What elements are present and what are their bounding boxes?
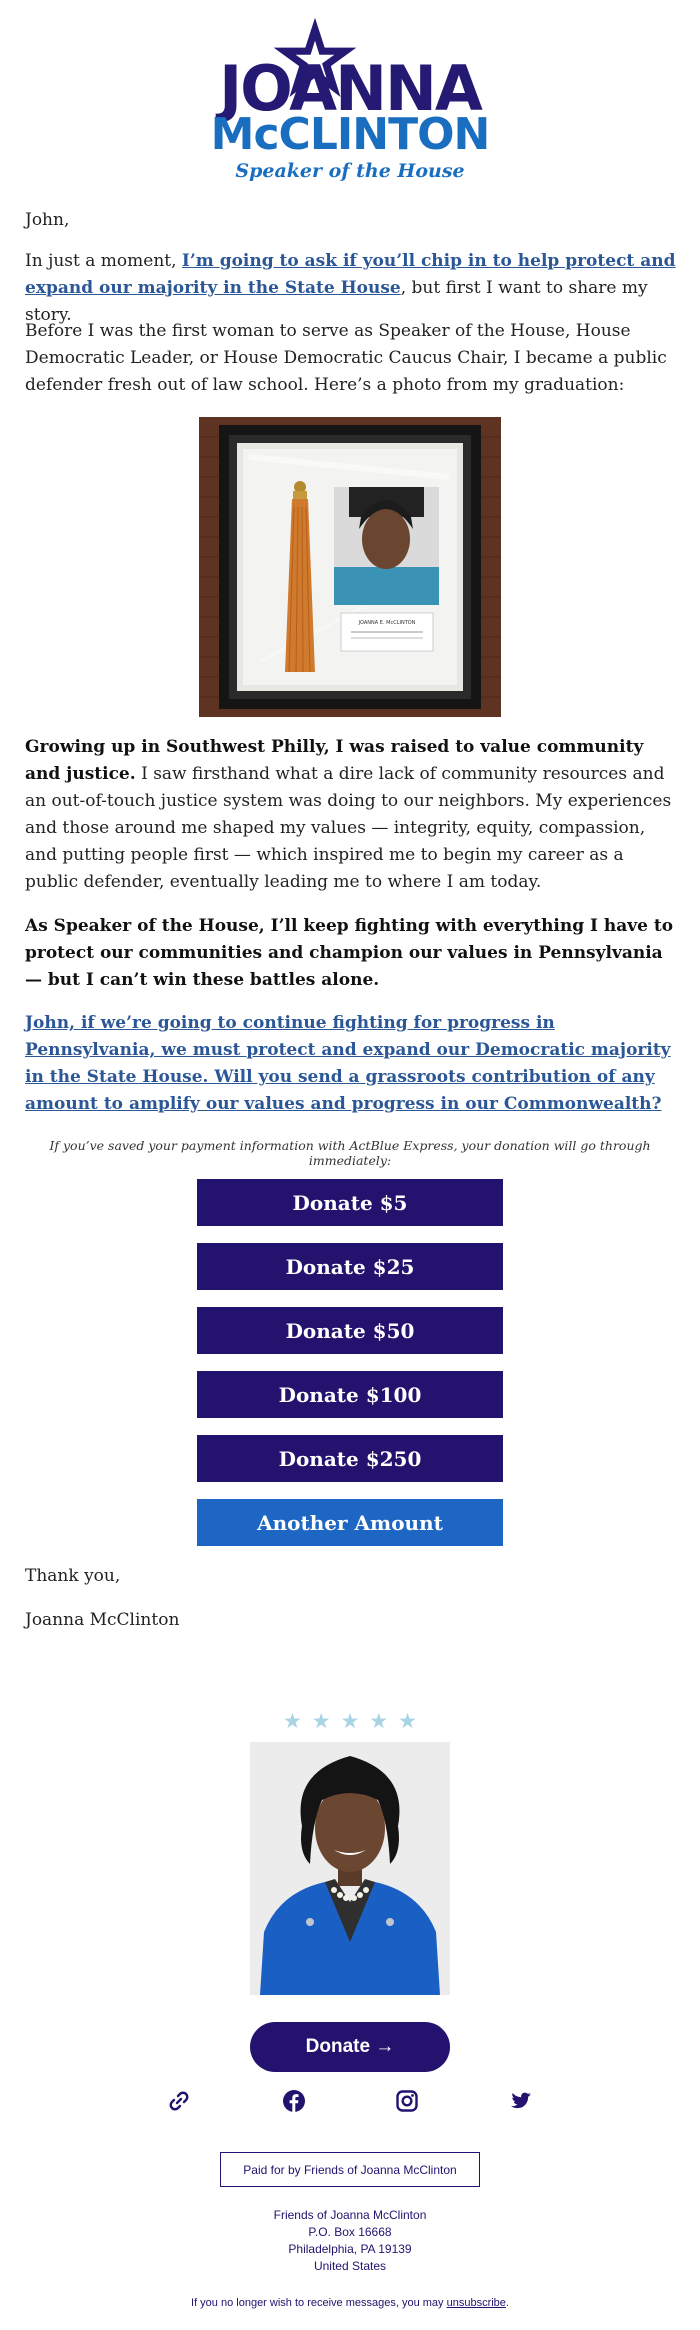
greeting: John, — [25, 210, 70, 230]
facebook-icon[interactable] — [282, 2089, 306, 2113]
logo-name-last: McCLINTON — [210, 109, 490, 160]
address-line: Friends of Joanna McClinton — [273, 2208, 427, 2222]
photo-caption: JOANNA E. McCLINTON — [358, 620, 416, 626]
star-icon: ★ — [340, 1709, 360, 1733]
donate-button[interactable]: Donate → — [250, 2022, 450, 2072]
background-text: I saw firsthand what a dire lack of community resources and an out-of-touch justice system was doing to our neighbors. My experiences and those around me shaped my values — integrity, equity, compassion, and putting people first — which inspired me to begin my career as a public defender, eventually leading me to where I am today. — [25, 764, 672, 892]
star-icon: ★ — [369, 1709, 389, 1733]
signoff: Thank you, — [25, 1566, 121, 1586]
contribute-link[interactable]: John, if we’re going to continue fighting for progress in Pennsylvania, we must protect and expand our Democratic majority in the State House. Will you send a grassroots contribution of any amount to amplify our values and progress in our Commonwealth? — [25, 1013, 671, 1114]
unsubscribe-text: If you no longer wish to receive messages, you may — [191, 2297, 447, 2309]
link-icon[interactable] — [167, 2089, 191, 2113]
actblue-express-note: If you’ve saved your payment information with ActBlue Express, your donation will go through immediately: — [49, 1138, 651, 1168]
paid-for-disclaimer: Paid for by Friends of Joanna McClinton — [220, 2152, 480, 2187]
star-icon: ★ — [398, 1709, 417, 1733]
unsubscribe-notice — [100, 2297, 600, 2309]
intro-text-start: In just a moment, — [25, 251, 182, 271]
background-lead: Growing up in Southwest Philly, I was raised to value community and justice. — [25, 737, 644, 784]
address-line: P.O. Box 16668 — [308, 2225, 392, 2239]
unsubscribe-text-end: . — [505, 2297, 509, 2309]
donate-250-button[interactable]: Donate $250 — [197, 1435, 503, 1482]
donate-100-button[interactable]: Donate $100 — [197, 1371, 503, 1418]
star-rating — [283, 1707, 417, 1735]
another-amount-button[interactable]: Another Amount — [197, 1499, 503, 1546]
candidate-portrait — [250, 1742, 450, 1995]
intro-text-end: , but first I want to share my story. — [25, 278, 648, 325]
donate-50-button[interactable]: Donate $50 — [197, 1307, 503, 1354]
intro-paragraph — [25, 248, 680, 329]
unsubscribe-link[interactable]: unsubscribe — [446, 2297, 506, 2309]
story-paragraph: Before I was the first woman to serve as Speaker of the House, House Democratic Leader, or House Democratic Caucus Chair, I became a public defender fresh out of law school. Here’s a photo from my graduation: — [25, 321, 667, 395]
logo-name-first: JOANNA — [219, 52, 481, 125]
campaign-logo — [200, 10, 500, 185]
logo-tagline: Speaker of the House — [235, 160, 465, 182]
twitter-icon[interactable] — [509, 2089, 533, 2113]
instagram-icon[interactable] — [395, 2089, 419, 2113]
ask-paragraph — [25, 1010, 680, 1118]
speaker-paragraph: As Speaker of the House, I’ll keep fighting with everything I have to protect our communities and champion our values in Pennsylvania — but I can’t win these battles alone. — [25, 916, 674, 990]
background-paragraph — [25, 734, 680, 896]
star-icon: ★ — [311, 1709, 331, 1733]
chip-in-link[interactable]: I’m going to ask if you’ll chip in to help protect and expand our majority in the State House — [25, 251, 676, 298]
graduation-photo — [199, 417, 501, 717]
donate-5-button[interactable]: Donate $5 — [197, 1179, 503, 1226]
donate-25-button[interactable]: Donate $25 — [197, 1243, 503, 1290]
signature: Joanna McClinton — [25, 1610, 180, 1630]
address-line: United States — [313, 2259, 387, 2273]
star-icon: ★ — [283, 1709, 302, 1733]
address-line: Philadelphia, PA 19139 — [288, 2242, 412, 2256]
